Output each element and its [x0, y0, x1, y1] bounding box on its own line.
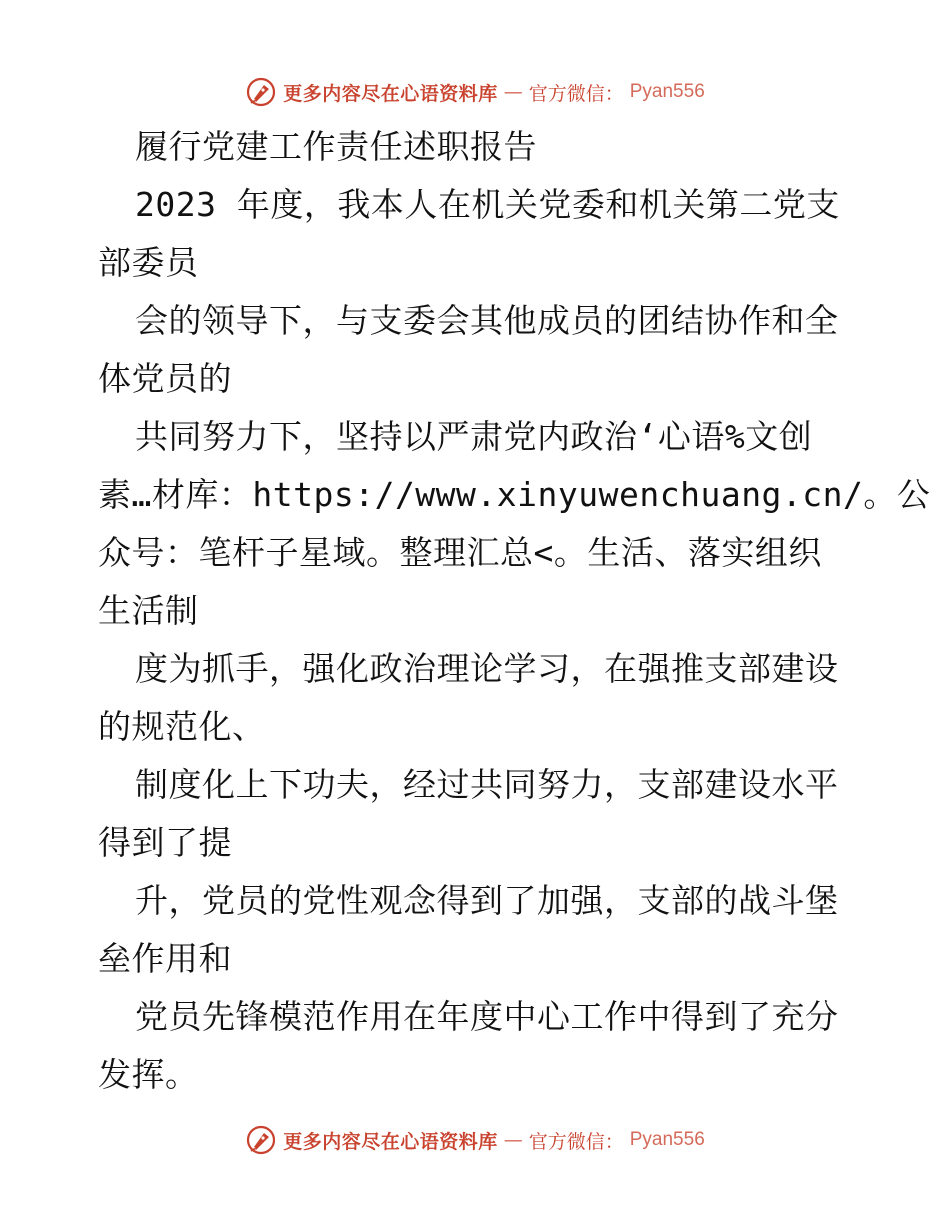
- document-text-line: 党员先锋模范作用在年度中心工作中得到了充分: [135, 997, 839, 1036]
- banner-wechat-label: 官方微信：: [528, 82, 624, 105]
- document-text-line: 体党员的: [98, 359, 232, 398]
- document-text-line: 制度化上下功夫，经过共同努力，支部建设水平: [135, 765, 839, 804]
- document-text-line: 部委员: [98, 243, 199, 282]
- document-text-line: 升，党员的党性观念得到了加强，支部的战斗堡: [135, 881, 839, 920]
- banner-wechat-id: Pyan556: [629, 81, 705, 102]
- banner-separator: —: [503, 81, 523, 103]
- banner-brand-text: 更多内容尽在心语资料库: [283, 1130, 498, 1153]
- document-text-line: 垒作用和: [98, 939, 232, 978]
- document-text-line: 得到了提: [98, 823, 232, 862]
- document-text-line: 会的领导下，与支委会其他成员的团结协作和全: [135, 301, 839, 340]
- header-watermark-banner: [0, 72, 950, 112]
- banner-brand-text: 更多内容尽在心语资料库: [283, 82, 498, 105]
- document-text-line: 共同努力下，坚持以严肃党内政治‘心语%文创: [135, 417, 813, 456]
- pen-nib-logo-icon: [245, 1124, 277, 1156]
- banner-wechat-id: Pyan556: [629, 1129, 705, 1150]
- banner-wechat-label: 官方微信：: [528, 1130, 624, 1153]
- document-text-line: 素…材库：https://www.xinyuwenchuang.cn/。公: [98, 475, 931, 514]
- document-text-line: 度为抓手，强化政治理论学习，在强推支部建设: [135, 649, 839, 688]
- document-text-line: 的规范化、: [98, 707, 266, 746]
- pen-nib-logo-icon: [245, 76, 277, 108]
- document-text-line: 发挥。: [98, 1055, 199, 1094]
- document-title-line: 履行党建工作责任述职报告: [135, 127, 537, 166]
- document-body: [98, 118, 931, 1104]
- document-text-line: 生活制: [98, 591, 199, 630]
- document-text-line: 2023 年度，我本人在机关党委和机关第二党支: [135, 185, 840, 224]
- document-text-line: 众号：笔杆子星域。整理汇总<。生活、落实组织: [98, 533, 822, 572]
- banner-separator: —: [503, 1129, 523, 1151]
- footer-watermark-banner: [0, 1120, 950, 1160]
